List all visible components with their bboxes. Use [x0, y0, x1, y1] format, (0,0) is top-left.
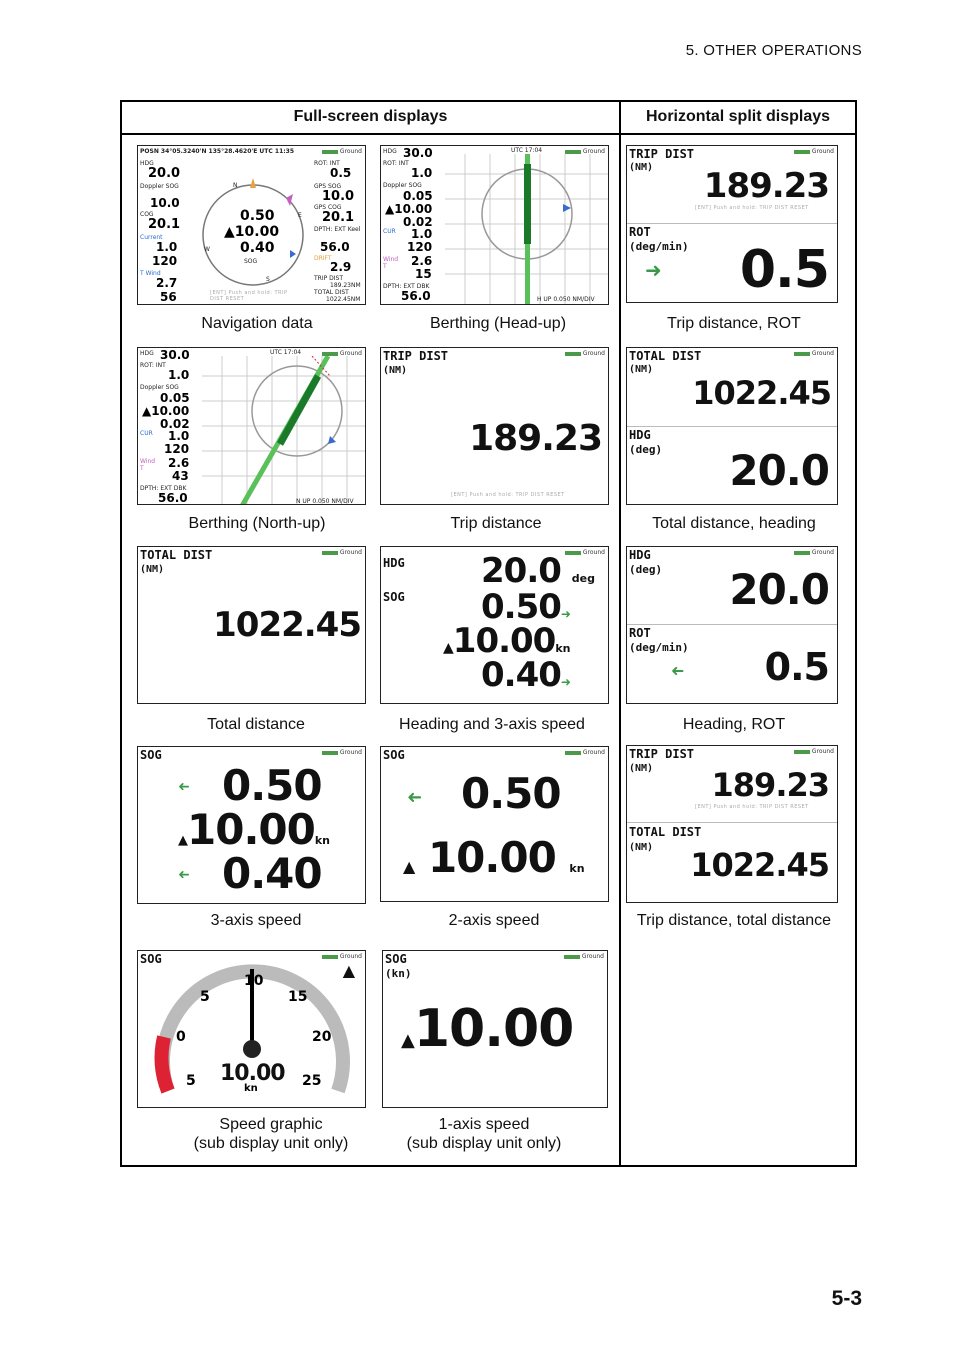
- caption-berthing-head-up: Berthing (Head-up): [429, 315, 567, 332]
- col-header-split: Horizontal split displays: [645, 108, 831, 125]
- ground-badge: Ground: [794, 549, 834, 556]
- rot-unit: (deg/min): [629, 240, 689, 253]
- ground-badge: Ground: [794, 148, 834, 155]
- column-divider: [619, 102, 621, 1165]
- bh-doppler-label: Doppler SOG: [383, 182, 422, 189]
- bh-cur-speed: 1.0: [411, 227, 433, 241]
- caption-speed-graphic: Speed graphic (sub display unit only): [193, 1116, 349, 1152]
- bn-wind-speed: 2.6: [168, 456, 190, 470]
- caption-2axis-speed: 2-axis speed: [448, 912, 540, 929]
- nav-trip-value: 189.23NM: [330, 282, 361, 289]
- sog-s1: 0.50: [222, 761, 322, 810]
- bn-rot-value: 1.0: [168, 368, 190, 382]
- hdg-value: 20.0: [729, 446, 829, 495]
- bn-hdg-value: 30.0: [160, 348, 190, 362]
- nav-drift-label: DRIFT: [314, 255, 332, 262]
- col-header-full: Full-screen displays: [293, 108, 448, 125]
- trip-label: TRIP DIST: [629, 147, 695, 161]
- caption-3axis-speed: 3-axis speed: [210, 912, 302, 929]
- s3-arrow-icon: ➜: [178, 867, 190, 883]
- page-number: 5-3: [831, 1287, 862, 1310]
- nav-current-label: Current: [140, 234, 163, 241]
- caption-heading-rot: Heading, ROT: [682, 716, 786, 733]
- bn-wind-label: Wind T: [140, 458, 156, 472]
- hdg-label: HDG: [383, 556, 405, 570]
- bh-s3: 0.02: [403, 215, 433, 229]
- s1-arrow-icon: ➜: [407, 787, 423, 808]
- caption-navigation-data: Navigation data: [201, 315, 313, 332]
- bh-hdg-value: 30.0: [403, 146, 433, 160]
- screen-3axis-speed: [137, 746, 366, 904]
- nav-drift-value: 2.9: [330, 260, 352, 274]
- bh-rot-value: 1.0: [411, 166, 433, 180]
- sog-label: SOG: [383, 590, 405, 604]
- bh-wind-label: Wind T: [383, 256, 399, 270]
- nav-posn: POSN 34°05.3240'N 135°28.4620'E UTC 11:35: [140, 148, 294, 155]
- trip-label: TRIP DIST: [383, 349, 449, 363]
- hdg-value: 20.0 deg: [481, 551, 595, 591]
- screen-heading-rot: [626, 546, 838, 704]
- nav-wind-dir: 56: [160, 290, 177, 304]
- nav-gpssog-value: 10.0: [322, 189, 355, 204]
- bh-cur-label: CUR: [383, 228, 396, 235]
- bh-depth-label: DPTH: EXT DBK: [383, 283, 430, 290]
- gauge-tick-10: 10: [244, 973, 264, 989]
- bh-depth-value: 56.0: [401, 289, 431, 303]
- ground-badge: Ground: [565, 148, 605, 155]
- screen-berthing-north-up: [137, 347, 366, 505]
- bh-s1: 0.05: [403, 189, 433, 203]
- nav-doppler-label: Doppler SOG: [140, 183, 179, 190]
- bh-s2: ▲10.00: [385, 202, 433, 216]
- trip-value: 189.23: [703, 166, 829, 206]
- bn-scale: N UP 0.050 NM/DIV: [296, 498, 354, 505]
- bn-depth-value: 56.0: [158, 491, 188, 505]
- ground-badge: Ground: [322, 953, 362, 960]
- rot-unit: (deg/min): [629, 641, 689, 654]
- header-divider: [122, 133, 855, 135]
- rot-arrow-icon: ➜: [645, 258, 662, 282]
- trip-unit: (NM): [629, 162, 654, 173]
- nav-wind-label: T Wind: [140, 270, 161, 277]
- total-unit: (NM): [629, 364, 654, 375]
- bn-wind-dir: 43: [172, 469, 189, 483]
- sog-label: SOG: [140, 748, 162, 762]
- nav-hdg-label: HDG: [140, 160, 154, 167]
- bn-cur-speed: 1.0: [168, 429, 190, 443]
- screen-trip-rot: [626, 145, 838, 303]
- bn-utc: UTC 17:04: [270, 349, 302, 356]
- sog-s2: ▲10.00kn: [178, 805, 331, 854]
- bh-rot-label: ROT: INT: [383, 160, 409, 167]
- bn-s3: 0.02: [160, 417, 190, 431]
- sog-s3: 0.40: [222, 849, 322, 898]
- total-label: TOTAL DIST: [629, 349, 702, 363]
- sog-label: SOG: [140, 952, 162, 966]
- caption-heading-3axis: Heading and 3-axis speed: [399, 716, 585, 733]
- ground-badge: Ground: [565, 350, 605, 357]
- trip-label: TRIP DIST: [629, 747, 695, 761]
- bn-cur-label: CUR: [140, 430, 153, 437]
- ground-badge: Ground: [565, 749, 605, 756]
- nav-wind-speed: 2.7: [156, 276, 178, 290]
- trip-value: 189.23: [711, 766, 829, 804]
- sog-unit: (kn): [385, 967, 412, 980]
- total-value: 1022.45: [692, 374, 831, 412]
- sog-value: ▲10.00: [401, 999, 574, 1059]
- nav-cog-label: COG: [140, 211, 154, 218]
- gauge-tick-25: 25: [302, 1073, 322, 1089]
- s1-arrow-icon: ➜: [178, 779, 190, 795]
- nav-rot-value: 0.5: [330, 166, 352, 180]
- rot-label: ROT: [629, 626, 651, 640]
- running-header: 5. OTHER OPERATIONS: [685, 42, 862, 59]
- ground-badge: Ground: [794, 748, 834, 755]
- nav-depth-value: 56.0: [320, 240, 350, 254]
- sog-s2: ▲10.00kn: [443, 621, 571, 661]
- hdg-unit: (deg): [629, 563, 663, 576]
- rot-value: 0.5: [739, 240, 829, 300]
- screen-total-heading: [626, 347, 838, 505]
- bn-doppler-label: Doppler SOG: [140, 384, 179, 391]
- nav-rot-label: ROT: INT: [314, 160, 340, 167]
- bh-cur-dir: 120: [407, 240, 433, 254]
- nav-total-label: TOTAL DIST: [314, 289, 349, 296]
- ground-badge: Ground: [565, 549, 605, 556]
- rot-arrow-icon: ➜: [671, 661, 685, 680]
- nav-center-s1: 0.50: [240, 208, 275, 224]
- ground-badge: Ground: [794, 350, 834, 357]
- trip-unit: (NM): [383, 365, 408, 376]
- nav-gpscog-value: 20.1: [322, 210, 355, 225]
- nav-cog-value: 20.1: [148, 217, 181, 232]
- gauge-unit: kn: [244, 1083, 258, 1094]
- screen-speed-graphic: [137, 950, 366, 1108]
- nav-current-dir: 120: [152, 254, 178, 268]
- total-unit: (NM): [629, 842, 654, 853]
- caption-1axis-speed: 1-axis speed (sub display unit only): [406, 1116, 562, 1152]
- gauge-tick-5: 5: [200, 989, 210, 1005]
- trip-unit: (NM): [629, 763, 654, 774]
- trip-reset-hint: [ENT] Push and hold: TRIP DIST RESET: [451, 492, 565, 498]
- nav-doppler-value: 10.0: [150, 196, 180, 210]
- hdg-label: HDG: [629, 428, 651, 442]
- caption-trip-total: Trip distance, total distance: [636, 912, 832, 929]
- caption-trip-distance: Trip distance: [450, 515, 542, 532]
- berth-head-grid: [445, 154, 609, 304]
- nav-depth-label: DPTH: EXT Keel: [314, 226, 361, 233]
- sog-s2: ▲ 10.00 kn: [403, 833, 585, 882]
- total-unit: (NM): [140, 564, 165, 575]
- bn-cur-dir: 120: [164, 442, 190, 456]
- nav-trip-label: TRIP DIST: [314, 275, 343, 282]
- bn-depth-label: DPTH: EXT DBK: [140, 485, 187, 492]
- ground-badge: Ground: [322, 350, 362, 357]
- bh-wind-dir: 15: [415, 267, 432, 281]
- screen-total-distance: [137, 546, 366, 704]
- screen-trip-distance: [380, 347, 609, 505]
- nav-center-s2: ▲10.00: [224, 224, 280, 240]
- caption-berthing-north-up: Berthing (North-up): [188, 515, 326, 532]
- gauge-tick-15: 15: [288, 989, 308, 1005]
- caption-total-heading: Total distance, heading: [652, 515, 816, 532]
- total-value: 1022.45: [213, 605, 361, 645]
- sog-s3: 0.40➜: [481, 655, 570, 695]
- sog-label: SOG: [385, 952, 407, 966]
- nav-current-speed: 1.0: [156, 240, 178, 254]
- trip-reset-hint: [ENT] Push and hold: TRIP DIST RESET: [695, 804, 809, 810]
- bh-hdg-label: HDG: [383, 148, 397, 155]
- bn-s1: 0.05: [160, 391, 190, 405]
- screen-2axis-speed: [380, 746, 609, 902]
- heading-arrow-icon: ▲: [342, 961, 355, 980]
- berth-north-grid: [202, 356, 366, 505]
- hdg-label: HDG: [629, 548, 651, 562]
- screen-berthing-head-up: [380, 145, 609, 305]
- bh-scale: H UP 0.050 NM/DIV: [537, 296, 595, 303]
- nav-gpscog-label: GPS COG: [314, 204, 342, 211]
- caption-total-distance: Total distance: [207, 716, 305, 733]
- gauge-value: 10.00: [220, 1061, 285, 1086]
- gauge-tick-neg5: 5: [186, 1073, 196, 1089]
- nav-center-s3: 0.40: [240, 240, 275, 256]
- nav-reset-hint: [ENT] Push and hold: TRIP DIST RESET: [210, 290, 288, 302]
- total-label: TOTAL DIST: [140, 548, 213, 562]
- rot-label: ROT: [629, 225, 651, 239]
- ground-badge: Ground: [564, 953, 604, 960]
- hdg-value: 20.0: [729, 565, 829, 614]
- bn-rot-label: ROT: INT: [140, 362, 166, 369]
- sog-s1: 0.50➜: [481, 587, 570, 627]
- ground-badge: Ground: [322, 749, 362, 756]
- total-label: TOTAL DIST: [629, 825, 702, 839]
- nav-center-sog: SOG: [244, 258, 258, 265]
- nav-gpssog-label: GPS SOG: [314, 183, 342, 190]
- caption-trip-rot: Trip distance, ROT: [667, 315, 801, 332]
- total-value: 1022.45: [690, 846, 829, 884]
- trip-reset-hint: [ENT] Push and hold: TRIP DIST RESET: [695, 205, 809, 211]
- nav-total-value: 1022.45NM: [326, 296, 361, 303]
- bn-hdg-label: HDG: [140, 350, 154, 357]
- ground-badge: Ground: [322, 148, 362, 155]
- screen-1axis-speed: [382, 950, 608, 1108]
- trip-value: 189.23: [469, 418, 602, 459]
- gauge-tick-20: 20: [312, 1029, 332, 1045]
- bn-s2: ▲10.00: [142, 404, 190, 418]
- screen-trip-total: [626, 745, 838, 903]
- screen-navigation-data: POSN 34°05.3240'N 135°28.4620'E UTC 11:35 Ground HDG 20.0 Doppler SOG 10.0 COG 20.1 Current 1.0 120 T Wind 2.7 56 N E S W 0.50 ▲10.00 0.40 SOG [ENT] Push and hold: TRIP DIST RESET ROT: INT 0.5 GPS SOG 10.0 GPS COG 20.1 DPTH: EXT Keel 56.0 DRIFT 2.9 TRIP DIST 189.23NM TOTAL DIST 1022.45NM: [137, 145, 366, 305]
- sog-s1: 0.50: [461, 769, 561, 818]
- gauge-tick-0: 0: [176, 1029, 186, 1045]
- bh-wind-speed: 2.6: [411, 254, 433, 268]
- bh-utc: UTC 17:04: [511, 147, 543, 154]
- ground-badge: Ground: [322, 549, 362, 556]
- sog-label: SOG: [383, 748, 405, 762]
- screen-heading-3axis: [380, 546, 609, 704]
- rot-value: 0.5: [764, 645, 829, 689]
- hdg-unit: (deg): [629, 443, 663, 456]
- nav-hdg-value: 20.0: [148, 166, 181, 181]
